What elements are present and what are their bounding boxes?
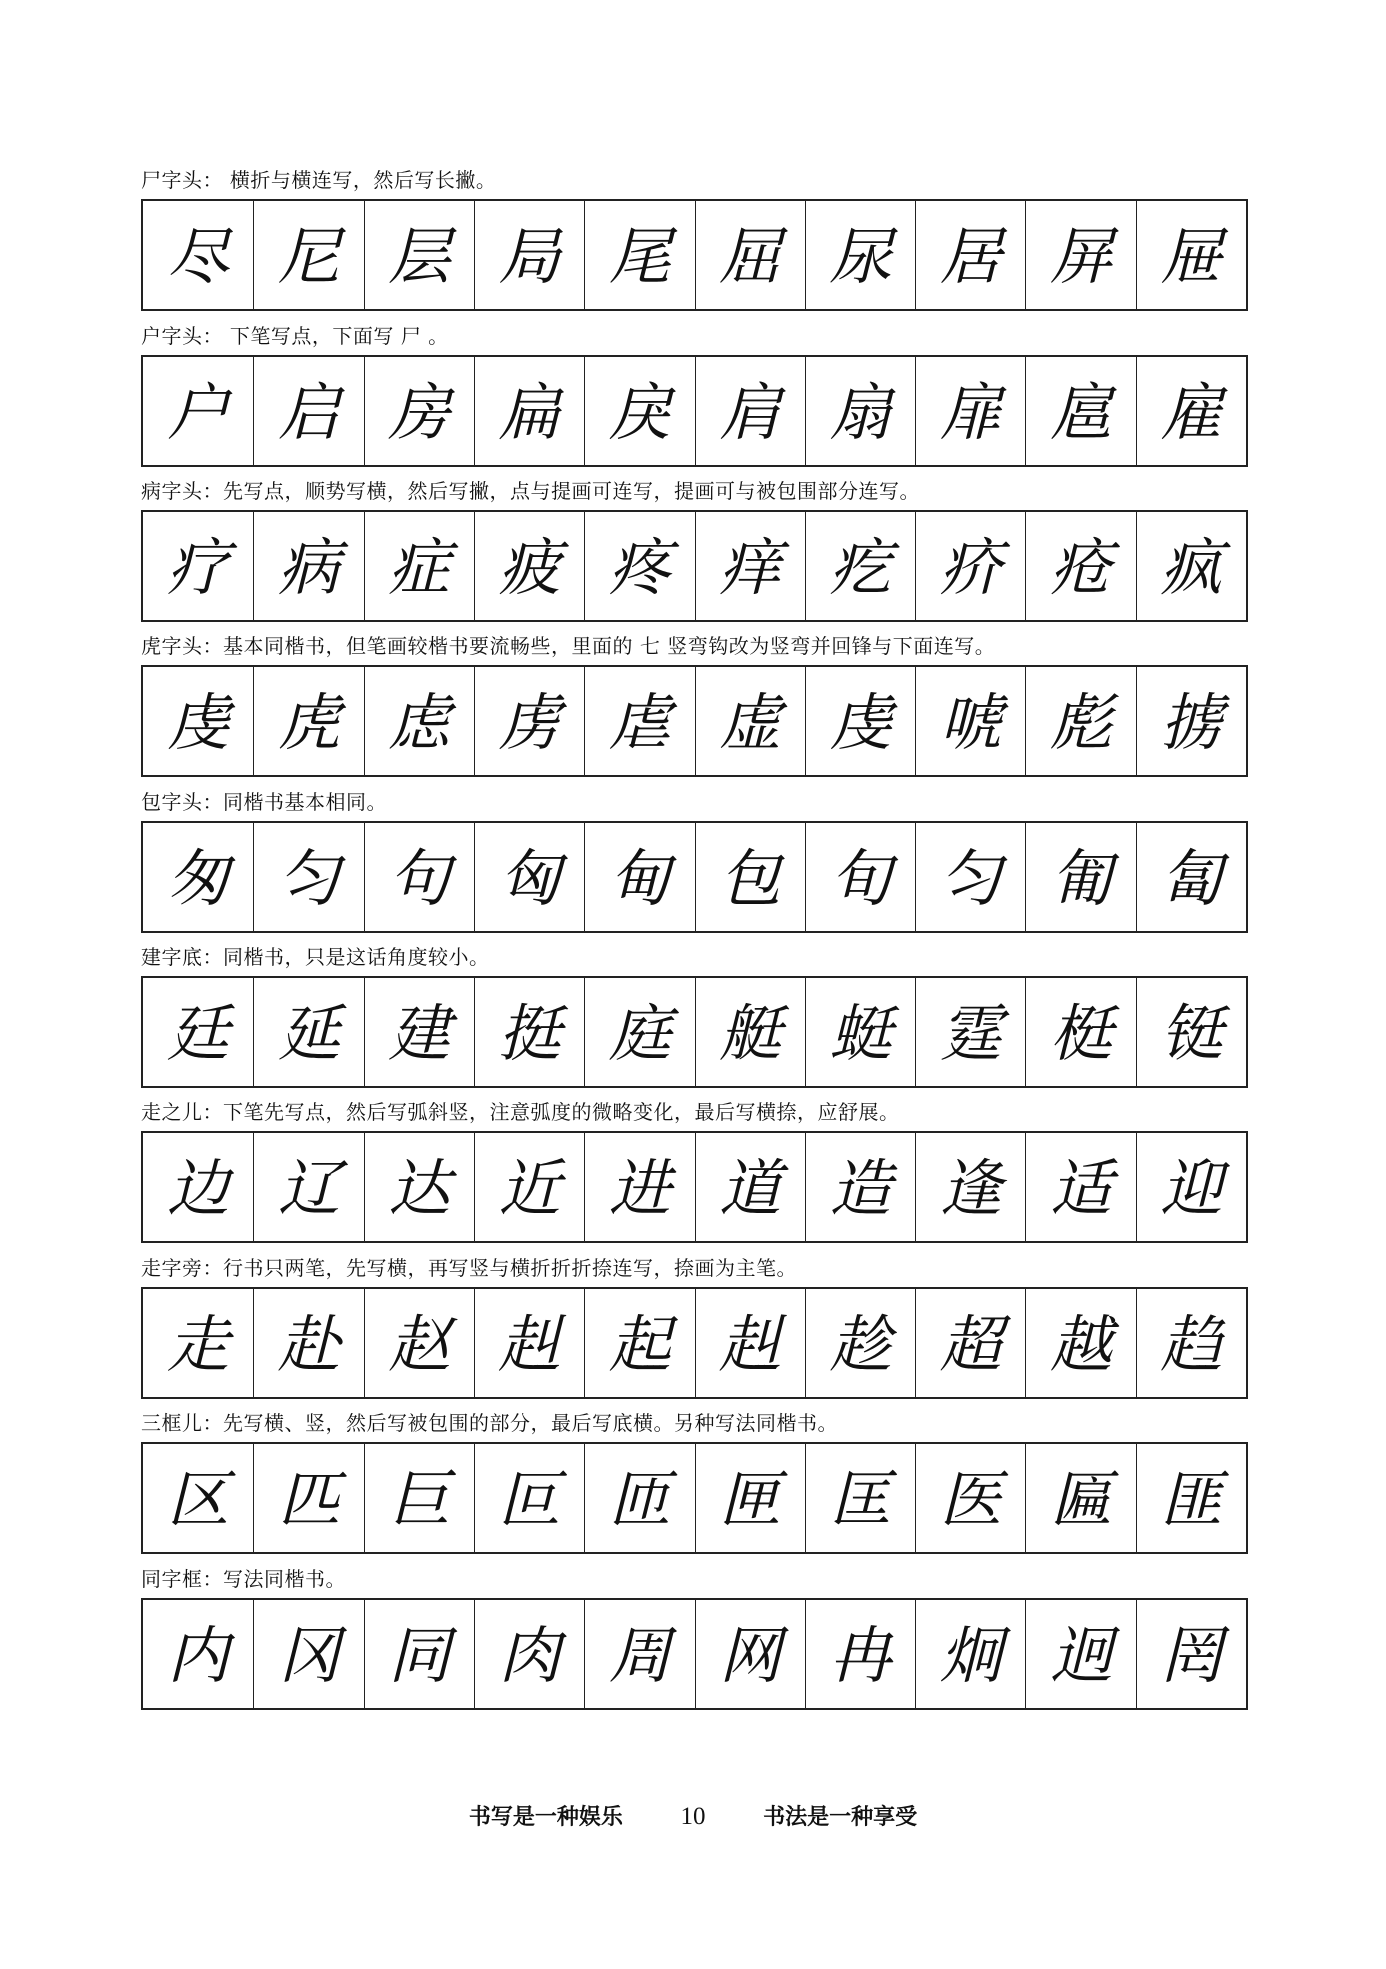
character-cell: 疯 bbox=[1136, 512, 1246, 620]
character-cell: 启 bbox=[253, 357, 363, 465]
character-cell: 旬 bbox=[805, 823, 915, 931]
character-grid bbox=[141, 1131, 1248, 1243]
section-caption: 走字旁：行书只两笔，先写横，再写竖与横折折折捺连写，捺画为主笔。 bbox=[141, 1256, 797, 1280]
character-cell: 庭 bbox=[584, 978, 694, 1086]
section-caption: 建字底：同楷书，只是这话角度较小。 bbox=[141, 945, 490, 969]
character-cell: 局 bbox=[474, 201, 584, 309]
character-cell: 匀 bbox=[253, 823, 363, 931]
character-cell: 屉 bbox=[1136, 201, 1246, 309]
character-cell: 延 bbox=[253, 978, 363, 1086]
character-cell: 炯 bbox=[915, 1600, 1025, 1708]
character-cell: 句 bbox=[364, 823, 474, 931]
character-cell: 扈 bbox=[1025, 357, 1135, 465]
character-cell: 匍 bbox=[1025, 823, 1135, 931]
footer-left-slogan: 书写是一种娱乐 bbox=[468, 1805, 623, 1830]
character-cell: 甸 bbox=[584, 823, 694, 931]
section-caption: 包字头：同楷书基本相同。 bbox=[141, 790, 387, 814]
character-cell: 冉 bbox=[805, 1600, 915, 1708]
character-cell: 匆 bbox=[167, 842, 230, 915]
character-cell: 痒 bbox=[695, 512, 805, 620]
character-cell: 适 bbox=[1025, 1133, 1135, 1241]
character-cell: 匪 bbox=[1136, 1444, 1246, 1552]
character-cell: 梃 bbox=[1025, 978, 1135, 1086]
radical-section bbox=[141, 790, 1248, 933]
character-cell: 内 bbox=[167, 1619, 230, 1692]
radical-section bbox=[141, 634, 1248, 777]
character-cell: 同 bbox=[364, 1600, 474, 1708]
character-cell: 超 bbox=[915, 1289, 1025, 1397]
character-cell: 达 bbox=[364, 1133, 474, 1241]
character-cell: 屏 bbox=[1025, 201, 1135, 309]
character-grid bbox=[141, 976, 1248, 1088]
character-cell: 进 bbox=[584, 1133, 694, 1241]
character-grid bbox=[141, 665, 1248, 777]
character-grid bbox=[141, 355, 1248, 467]
page-footer bbox=[0, 1797, 1386, 1837]
section-caption: 虎字头：基本同楷书，但笔画较楷书要流畅些，里面的 七 竖弯钩改为竖弯并回锋与下面连写。 bbox=[141, 634, 996, 658]
character-cell: 肩 bbox=[695, 357, 805, 465]
character-cell: 疼 bbox=[584, 512, 694, 620]
character-cell: 彪 bbox=[1025, 667, 1135, 775]
character-cell: 建 bbox=[364, 978, 474, 1086]
character-cell: 廷 bbox=[167, 997, 230, 1070]
character-cell: 起 bbox=[584, 1289, 694, 1397]
character-cell: 区 bbox=[167, 1463, 230, 1536]
radical-section bbox=[141, 1256, 1248, 1399]
section-caption: 尸字头： 横折与横连写，然后写长撇。 bbox=[141, 168, 497, 192]
character-cell: 匐 bbox=[1136, 823, 1246, 931]
character-grid bbox=[141, 510, 1248, 622]
character-cell: 疲 bbox=[474, 512, 584, 620]
character-cell: 越 bbox=[1025, 1289, 1135, 1397]
character-cell: 边 bbox=[167, 1152, 230, 1225]
character-cell: 肉 bbox=[474, 1600, 584, 1708]
character-cell: 迎 bbox=[1136, 1133, 1246, 1241]
character-cell: 赴 bbox=[253, 1289, 363, 1397]
character-cell: 周 bbox=[584, 1600, 694, 1708]
character-cell: 罔 bbox=[1136, 1600, 1246, 1708]
character-cell: 铤 bbox=[1136, 978, 1246, 1086]
section-caption: 走之儿：下笔先写点，然后写弧斜竖，注意弧度的微略变化，最后写横捺，应舒展。 bbox=[141, 1100, 900, 1124]
character-cell: 匾 bbox=[1025, 1444, 1135, 1552]
character-cell: 疙 bbox=[805, 512, 915, 620]
radical-section bbox=[141, 1100, 1248, 1243]
character-grid bbox=[141, 821, 1248, 933]
character-cell: 疥 bbox=[915, 512, 1025, 620]
character-cell: 屈 bbox=[695, 201, 805, 309]
character-cell: 扁 bbox=[474, 357, 584, 465]
character-cell: 雇 bbox=[1136, 357, 1246, 465]
section-caption: 同字框：写法同楷书。 bbox=[141, 1567, 346, 1591]
character-cell: 匈 bbox=[474, 823, 584, 931]
character-grid bbox=[141, 1598, 1248, 1710]
character-cell: 近 bbox=[474, 1133, 584, 1241]
character-cell: 包 bbox=[695, 823, 805, 931]
character-cell: 逢 bbox=[915, 1133, 1025, 1241]
character-grid bbox=[141, 1442, 1248, 1554]
character-cell: 疗 bbox=[167, 531, 230, 604]
character-cell: 冈 bbox=[253, 1600, 363, 1708]
character-cell: 层 bbox=[364, 201, 474, 309]
character-cell: 虐 bbox=[584, 667, 694, 775]
radical-section bbox=[141, 1567, 1248, 1710]
character-cell: 挺 bbox=[474, 978, 584, 1086]
character-cell: 艇 bbox=[695, 978, 805, 1086]
character-cell: 匡 bbox=[805, 1444, 915, 1552]
character-cell: 赳 bbox=[474, 1289, 584, 1397]
character-cell: 虔 bbox=[167, 686, 230, 759]
character-cell: 唬 bbox=[915, 667, 1025, 775]
section-caption: 户字头： 下笔写点，下面写 尸 。 bbox=[141, 324, 449, 348]
character-cell: 匣 bbox=[695, 1444, 805, 1552]
character-cell: 疮 bbox=[1025, 512, 1135, 620]
page-number: 10 bbox=[680, 1803, 706, 1830]
character-cell: 医 bbox=[915, 1444, 1025, 1552]
radical-section bbox=[141, 479, 1248, 622]
character-cell: 虑 bbox=[364, 667, 474, 775]
character-cell: 扇 bbox=[805, 357, 915, 465]
character-cell: 巨 bbox=[364, 1444, 474, 1552]
character-cell: 辽 bbox=[253, 1133, 363, 1241]
character-cell: 走 bbox=[167, 1308, 230, 1381]
character-cell: 尽 bbox=[167, 220, 230, 293]
character-cell: 虔 bbox=[805, 667, 915, 775]
character-cell: 趁 bbox=[805, 1289, 915, 1397]
section-caption: 三框儿：先写横、竖，然后写被包围的部分，最后写底横。另种写法同楷书。 bbox=[141, 1411, 838, 1435]
character-cell: 尿 bbox=[805, 201, 915, 309]
character-cell: 匀 bbox=[915, 823, 1025, 931]
character-cell: 居 bbox=[915, 201, 1025, 309]
character-cell: 匝 bbox=[584, 1444, 694, 1552]
character-cell: 虚 bbox=[695, 667, 805, 775]
character-cell: 尼 bbox=[253, 201, 363, 309]
character-grid bbox=[141, 1287, 1248, 1399]
character-cell: 叵 bbox=[474, 1444, 584, 1552]
character-cell: 造 bbox=[805, 1133, 915, 1241]
character-cell: 扉 bbox=[915, 357, 1025, 465]
radical-section bbox=[141, 1411, 1248, 1554]
character-cell: 症 bbox=[364, 512, 474, 620]
character-cell: 赳 bbox=[695, 1289, 805, 1397]
character-cell: 趋 bbox=[1136, 1289, 1246, 1397]
character-cell: 道 bbox=[695, 1133, 805, 1241]
character-cell: 户 bbox=[167, 376, 230, 449]
section-caption: 病字头：先写点，顺势写横，然后写撇，点与提画可连写，提画可与被包围部分连写。 bbox=[141, 479, 920, 503]
character-cell: 匹 bbox=[253, 1444, 363, 1552]
character-cell: 房 bbox=[364, 357, 474, 465]
character-cell: 虏 bbox=[474, 667, 584, 775]
character-cell: 蜓 bbox=[805, 978, 915, 1086]
character-cell: 网 bbox=[695, 1600, 805, 1708]
character-cell: 戾 bbox=[584, 357, 694, 465]
character-cell: 赵 bbox=[364, 1289, 474, 1397]
character-cell: 病 bbox=[253, 512, 363, 620]
character-cell: 虎 bbox=[253, 667, 363, 775]
character-cell: 霆 bbox=[915, 978, 1025, 1086]
radical-section bbox=[141, 945, 1248, 1088]
character-cell: 尾 bbox=[584, 201, 694, 309]
character-cell: 掳 bbox=[1136, 667, 1246, 775]
character-cell: 迥 bbox=[1025, 1600, 1135, 1708]
character-grid bbox=[141, 199, 1248, 311]
footer-right-slogan: 书法是一种享受 bbox=[763, 1805, 918, 1830]
radical-section bbox=[141, 168, 1248, 311]
radical-section bbox=[141, 324, 1248, 467]
